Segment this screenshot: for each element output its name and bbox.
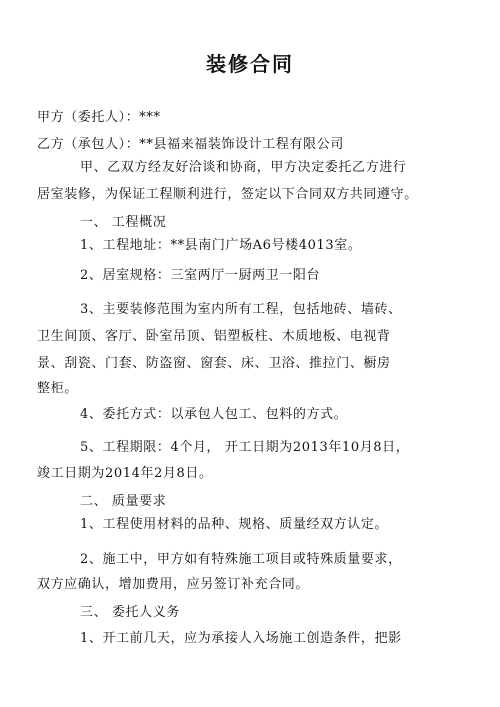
overview-item-scope-line-2: 卫生间顶、客厅、卧室吊顶、铝塑板柱、木质地板、电视背 (37, 329, 391, 344)
overview-item-period-line-2: 竣工日期为2014年2月8日。 (37, 466, 213, 481)
overview-item-scope-line-1: 3、主要装修范围为室内所有工程，包括地砖、墙砖、 (80, 302, 402, 317)
intro-line-2: 居室装修，为保证工程顺利进行，签定以下合同双方共同遵守。 (37, 187, 418, 202)
overview-item-scope-line-3: 景、刮瓷、门套、防盗窗、窗套、床、卫浴、推拉门、橱房 (37, 356, 391, 371)
party-a-line: 甲方（委托人）：*** (37, 110, 161, 125)
document-title: 装修合同 (206, 52, 294, 76)
intro-line-1: 甲、乙双方经友好洽谈和协商，甲方决定委托乙方进行 (80, 160, 407, 175)
quality-item-special-line-1: 2、施工中，甲方如有特殊施工项目或特殊质量要求， (80, 552, 402, 567)
quality-item-special-line-2: 双方应确认，增加费用，应另签订补充合同。 (37, 577, 310, 592)
section-heading-client-duties: 三、 委托人义务 (80, 605, 180, 620)
client-duty-item-1: 1、开工前几天，应为承接人入场施工创造条件，把影 (80, 631, 402, 646)
overview-item-method: 4、委托方式：以承包人包工、包料的方式。 (80, 407, 348, 422)
quality-item-materials: 1、工程使用材料的品种、规格、质量经双方认定。 (80, 517, 389, 532)
overview-item-period-line-1: 5、工程期限：4个月， 开工日期为2013年10月8日， (80, 440, 410, 455)
overview-item-address: 1、工程地址：**县南门广场A6号楼4013室。 (80, 238, 362, 253)
party-b-line: 乙方（承包人）：**县福来福装饰设计工程有限公司 (37, 137, 344, 152)
section-heading-quality: 二、 质量要求 (80, 494, 167, 509)
overview-item-scope-line-4: 整柜。 (37, 381, 78, 396)
overview-item-layout: 2、居室规格：三室两厅一厨两卫一阳台 (80, 268, 321, 283)
section-heading-overview: 一、 工程概况 (80, 215, 167, 230)
